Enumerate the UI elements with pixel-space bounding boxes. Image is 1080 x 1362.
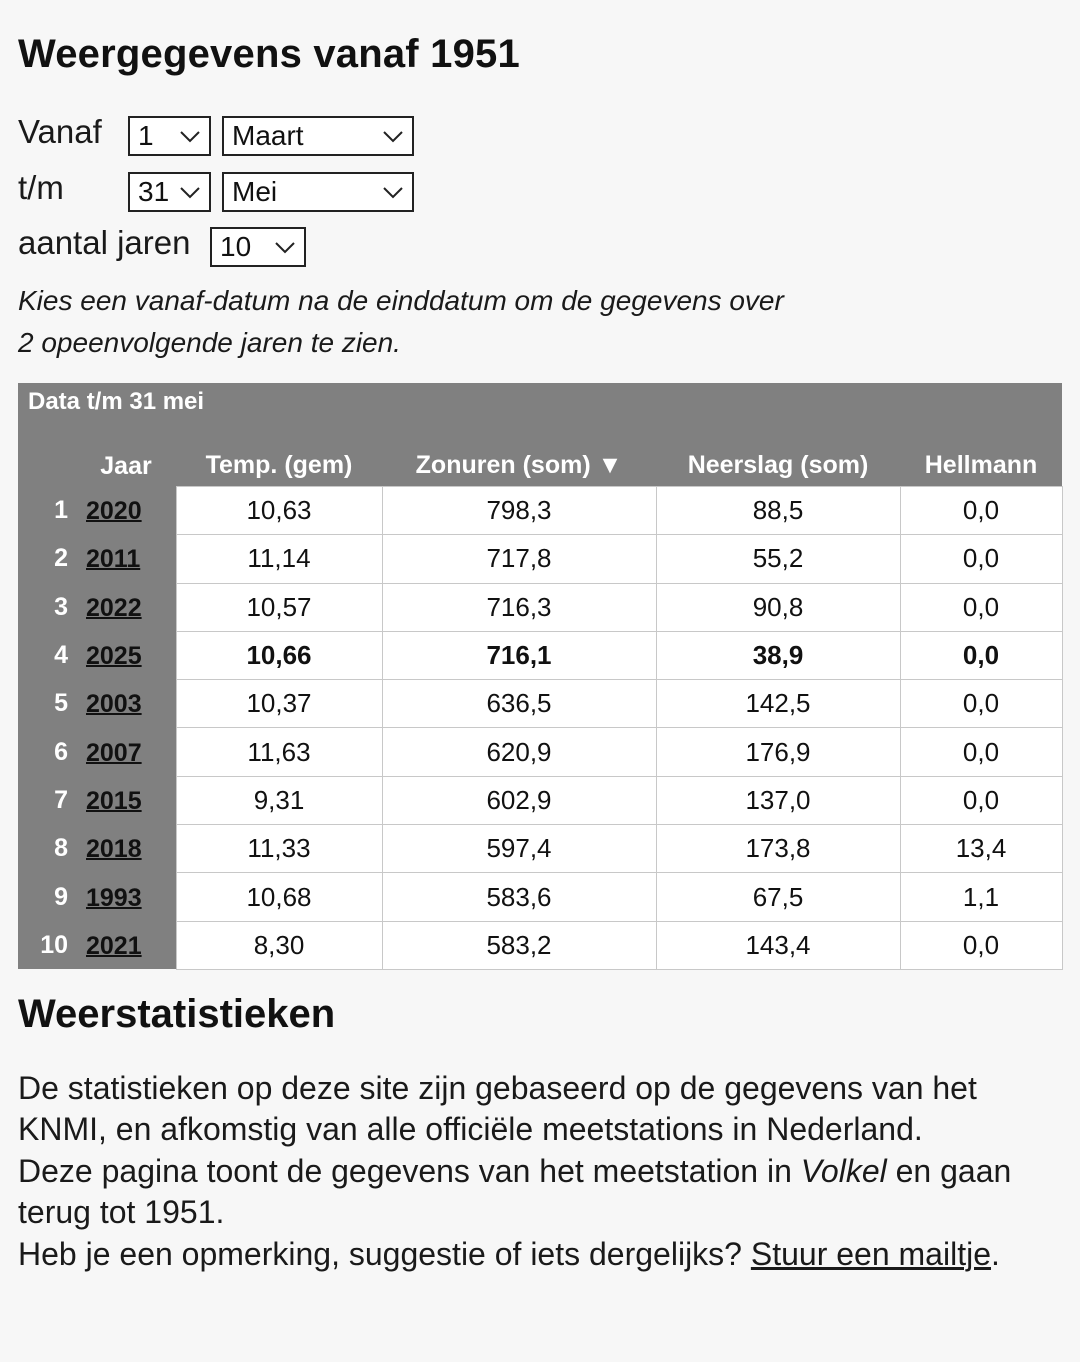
stats-heading: Weerstatistieken — [18, 992, 336, 1036]
station-name: Volkel — [800, 1152, 887, 1189]
year-link[interactable]: 2003 — [86, 690, 142, 719]
year-cell — [76, 487, 176, 535]
stats-p2-text-end: en gaan terug tot 1951. — [18, 1152, 1012, 1231]
tm-month-select[interactable] — [222, 172, 414, 212]
temp-cell: 11,14 — [176, 535, 382, 583]
year-cell — [76, 921, 176, 969]
rank-cell: 5 — [18, 680, 76, 728]
year-link[interactable]: 2015 — [86, 786, 142, 815]
year-link[interactable]: 2018 — [86, 835, 142, 864]
hellmann-cell: 1,1 — [900, 873, 1062, 921]
tm-day-value: 31 — [138, 176, 170, 207]
chevron-down-icon — [382, 126, 404, 146]
temp-cell: 10,68 — [176, 873, 382, 921]
header-rank — [18, 423, 76, 487]
aantal-jaren-label: aantal jaren — [18, 224, 191, 261]
page-title: Weergegevens vanaf 1951 — [18, 32, 520, 76]
rain-cell: 88,5 — [656, 487, 900, 535]
stats-paragraph-2 — [18, 1151, 1068, 1234]
temp-cell: 8,30 — [176, 921, 382, 969]
tm-label: t/m — [18, 169, 64, 206]
rank-cell: 4 — [18, 631, 76, 679]
temp-cell: 10,37 — [176, 680, 382, 728]
rain-cell: 38,9 — [656, 631, 900, 679]
sun-cell: 620,9 — [382, 728, 656, 776]
table-header-row — [18, 423, 1062, 487]
rank-cell: 6 — [18, 728, 76, 776]
sun-cell: 716,3 — [382, 583, 656, 631]
year-link[interactable]: 2007 — [86, 738, 142, 767]
rank-cell: 9 — [18, 873, 76, 921]
rain-cell: 142,5 — [656, 680, 900, 728]
temp-cell: 11,63 — [176, 728, 382, 776]
sun-cell: 716,1 — [382, 631, 656, 679]
sun-cell: 583,2 — [382, 921, 656, 969]
hint-line-2: 2 opeenvolgende jaren te zien. — [18, 327, 401, 358]
rank-cell: 1 — [18, 487, 76, 535]
date-hint — [18, 280, 898, 364]
table-caption: Data t/m 31 mei — [28, 388, 205, 415]
table-row — [18, 776, 1062, 824]
rank-cell: 3 — [18, 583, 76, 631]
sun-cell: 597,4 — [382, 825, 656, 873]
hellmann-cell: 0,0 — [900, 776, 1062, 824]
table-row — [18, 825, 1062, 873]
year-cell — [76, 535, 176, 583]
chevron-down-icon — [382, 182, 404, 202]
year-cell — [76, 680, 176, 728]
header-rain[interactable]: Neerslag (som) — [687, 451, 869, 479]
chevron-down-icon — [274, 237, 296, 257]
year-link[interactable]: 2021 — [86, 931, 142, 960]
aantal-jaren-value: 10 — [220, 231, 252, 262]
vanaf-month-select[interactable] — [222, 116, 414, 156]
temp-cell: 11,33 — [176, 825, 382, 873]
temp-cell: 10,66 — [176, 631, 382, 679]
rank-cell: 8 — [18, 825, 76, 873]
mail-link[interactable]: Stuur een mailtje — [750, 1235, 991, 1272]
sun-cell: 798,3 — [382, 487, 656, 535]
stats-text — [18, 1068, 1068, 1275]
table-row — [18, 583, 1062, 631]
rain-cell: 176,9 — [656, 728, 900, 776]
sun-cell: 583,6 — [382, 873, 656, 921]
sun-cell: 717,8 — [382, 535, 656, 583]
header-temp[interactable]: Temp. (gem) — [205, 451, 353, 479]
stats-paragraph-1: De statistieken op deze site zijn gebaseerd op de gegevens van het KNMI, en afkomstig van alle officiële meetstations in Nederland. — [18, 1070, 977, 1148]
header-sun[interactable]: Zonuren (som) ▼ — [415, 451, 623, 479]
tm-day-select[interactable] — [128, 172, 211, 212]
weather-table-panel — [18, 383, 1062, 964]
vanaf-month-value: Maart — [232, 120, 304, 151]
table-row — [18, 487, 1062, 535]
stats-p3-text: Heb je een opmerking, suggestie of iets dergelijks? — [18, 1235, 751, 1272]
vanaf-day-value: 1 — [138, 120, 154, 151]
rain-cell: 143,4 — [656, 921, 900, 969]
vanaf-day-select[interactable] — [128, 116, 211, 156]
hellmann-cell: 0,0 — [900, 535, 1062, 583]
table-row — [18, 680, 1062, 728]
hellmann-cell: 0,0 — [900, 487, 1062, 535]
table-row — [18, 873, 1062, 921]
year-link[interactable]: 1993 — [86, 883, 142, 912]
chevron-down-icon — [179, 182, 201, 202]
hellmann-cell: 0,0 — [900, 583, 1062, 631]
year-link[interactable]: 2020 — [86, 497, 142, 526]
stats-paragraph-3 — [18, 1234, 1068, 1275]
rank-cell: 2 — [18, 535, 76, 583]
chevron-down-icon — [179, 126, 201, 146]
stats-p3-text-end: . — [990, 1235, 1000, 1272]
temp-cell: 10,63 — [176, 487, 382, 535]
rank-cell: 10 — [18, 921, 76, 969]
year-link[interactable]: 2022 — [86, 593, 142, 622]
hellmann-cell: 0,0 — [900, 728, 1062, 776]
rain-cell: 90,8 — [656, 583, 900, 631]
hellmann-cell: 0,0 — [900, 921, 1062, 969]
stats-p2-text: Deze pagina toont de gegevens van het meetstation in — [18, 1152, 801, 1189]
year-link[interactable]: 2025 — [86, 642, 142, 671]
hint-line-1: Kies een vanaf-datum na de einddatum om de gegevens over — [18, 285, 784, 316]
rain-cell: 137,0 — [656, 776, 900, 824]
year-cell — [76, 776, 176, 824]
rank-cell: 7 — [18, 776, 76, 824]
sun-cell: 636,5 — [382, 680, 656, 728]
header-year[interactable]: Jaar — [100, 451, 152, 480]
hellmann-cell: 0,0 — [900, 680, 1062, 728]
year-cell — [76, 583, 176, 631]
aantal-jaren-select[interactable] — [210, 227, 306, 267]
year-link[interactable]: 2011 — [86, 545, 141, 574]
tm-month-value: Mei — [232, 176, 278, 207]
hellmann-cell: 13,4 — [900, 825, 1062, 873]
temp-cell: 10,57 — [176, 583, 382, 631]
year-cell — [76, 825, 176, 873]
weather-table — [18, 423, 1063, 970]
sun-cell: 602,9 — [382, 776, 656, 824]
rain-cell: 173,8 — [656, 825, 900, 873]
temp-cell: 9,31 — [176, 776, 382, 824]
year-cell — [76, 873, 176, 921]
rain-cell: 55,2 — [656, 535, 900, 583]
year-cell — [76, 728, 176, 776]
table-row — [18, 631, 1062, 679]
header-hellmann[interactable]: Hellmann — [924, 451, 1038, 479]
table-row — [18, 535, 1062, 583]
rain-cell: 67,5 — [656, 873, 900, 921]
table-row — [18, 728, 1062, 776]
year-cell — [76, 631, 176, 679]
vanaf-label: Vanaf — [18, 113, 102, 150]
hellmann-cell: 0,0 — [900, 631, 1062, 679]
table-row — [18, 921, 1062, 969]
